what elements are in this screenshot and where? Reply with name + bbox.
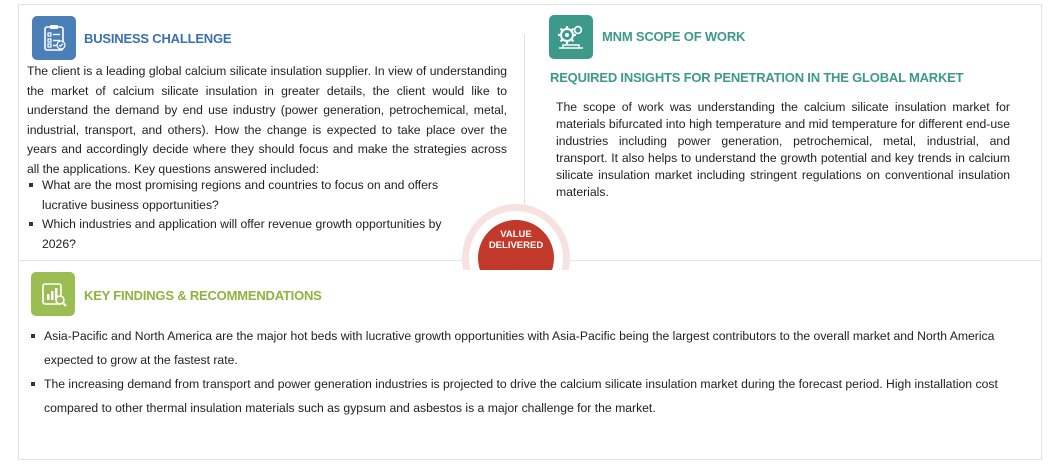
- list-item: The increasing demand from transport and power generation industries is projected to drive the calcium silicate insulation market during the forecast period. High installation cost compared to other thermal insulation materials such as gypsum and asbestos is a major challenge for the market.: [28, 372, 1028, 420]
- column-divider: [524, 34, 525, 214]
- gears-icon: [549, 15, 593, 59]
- list-item: What are the most promising regions and countries to focus on and offers lucrative business opportunities?: [27, 176, 477, 215]
- business-challenge-body: The client is a leading global calcium silicate insulation supplier. In view of understanding the market of calcium silicate insulation in greater details, the client would like to understand the demand by end use industry (power generation, petrochemical, metal, industrial, transport, and others). How the change is expected to take place over the years and accordingly decide where they should focus and make the strategies across all the applications. Key questions answered included:: [27, 64, 507, 176]
- badge-line-1: VALUE: [500, 229, 532, 240]
- checklist-icon: [32, 16, 76, 60]
- scope-of-work-subtitle: REQUIRED INSIGHTS FOR PENETRATION IN THE GLOBAL MARKET: [550, 70, 964, 85]
- key-findings-list: [28, 324, 1028, 420]
- business-challenge-title: BUSINESS CHALLENGE: [84, 31, 232, 46]
- badge-line-2: DELIVERED: [488, 240, 544, 251]
- scope-of-work-body: The scope of work was understanding the calcium silicate insulation market for materials bifurcated into high temperature and mid temperature for different end-use industries including power generation, petrochemical, metal, industrial, and transport. It also helps to understand the growth potential and key trends in calcium silicate insulation market including stringent regulations on conventional insulation materials.: [556, 100, 1010, 199]
- key-questions-list: [27, 176, 477, 254]
- list-item: Asia-Pacific and North America are the major hot beds with lucrative growth opportunities with Asia-Pacific being the largest contributors to the overall market and North America expected to grow at the fastest rate.: [28, 324, 1028, 372]
- badge-pointer: [508, 262, 524, 270]
- analytics-report-icon: [31, 272, 75, 316]
- key-findings-title: KEY FINDINGS & RECOMMENDATIONS: [84, 288, 322, 303]
- list-item: Which industries and application will offer revenue growth opportunities by 2026?: [27, 215, 477, 254]
- value-delivered-label: [462, 229, 570, 251]
- scope-of-work-title: MNM SCOPE OF WORK: [602, 29, 746, 44]
